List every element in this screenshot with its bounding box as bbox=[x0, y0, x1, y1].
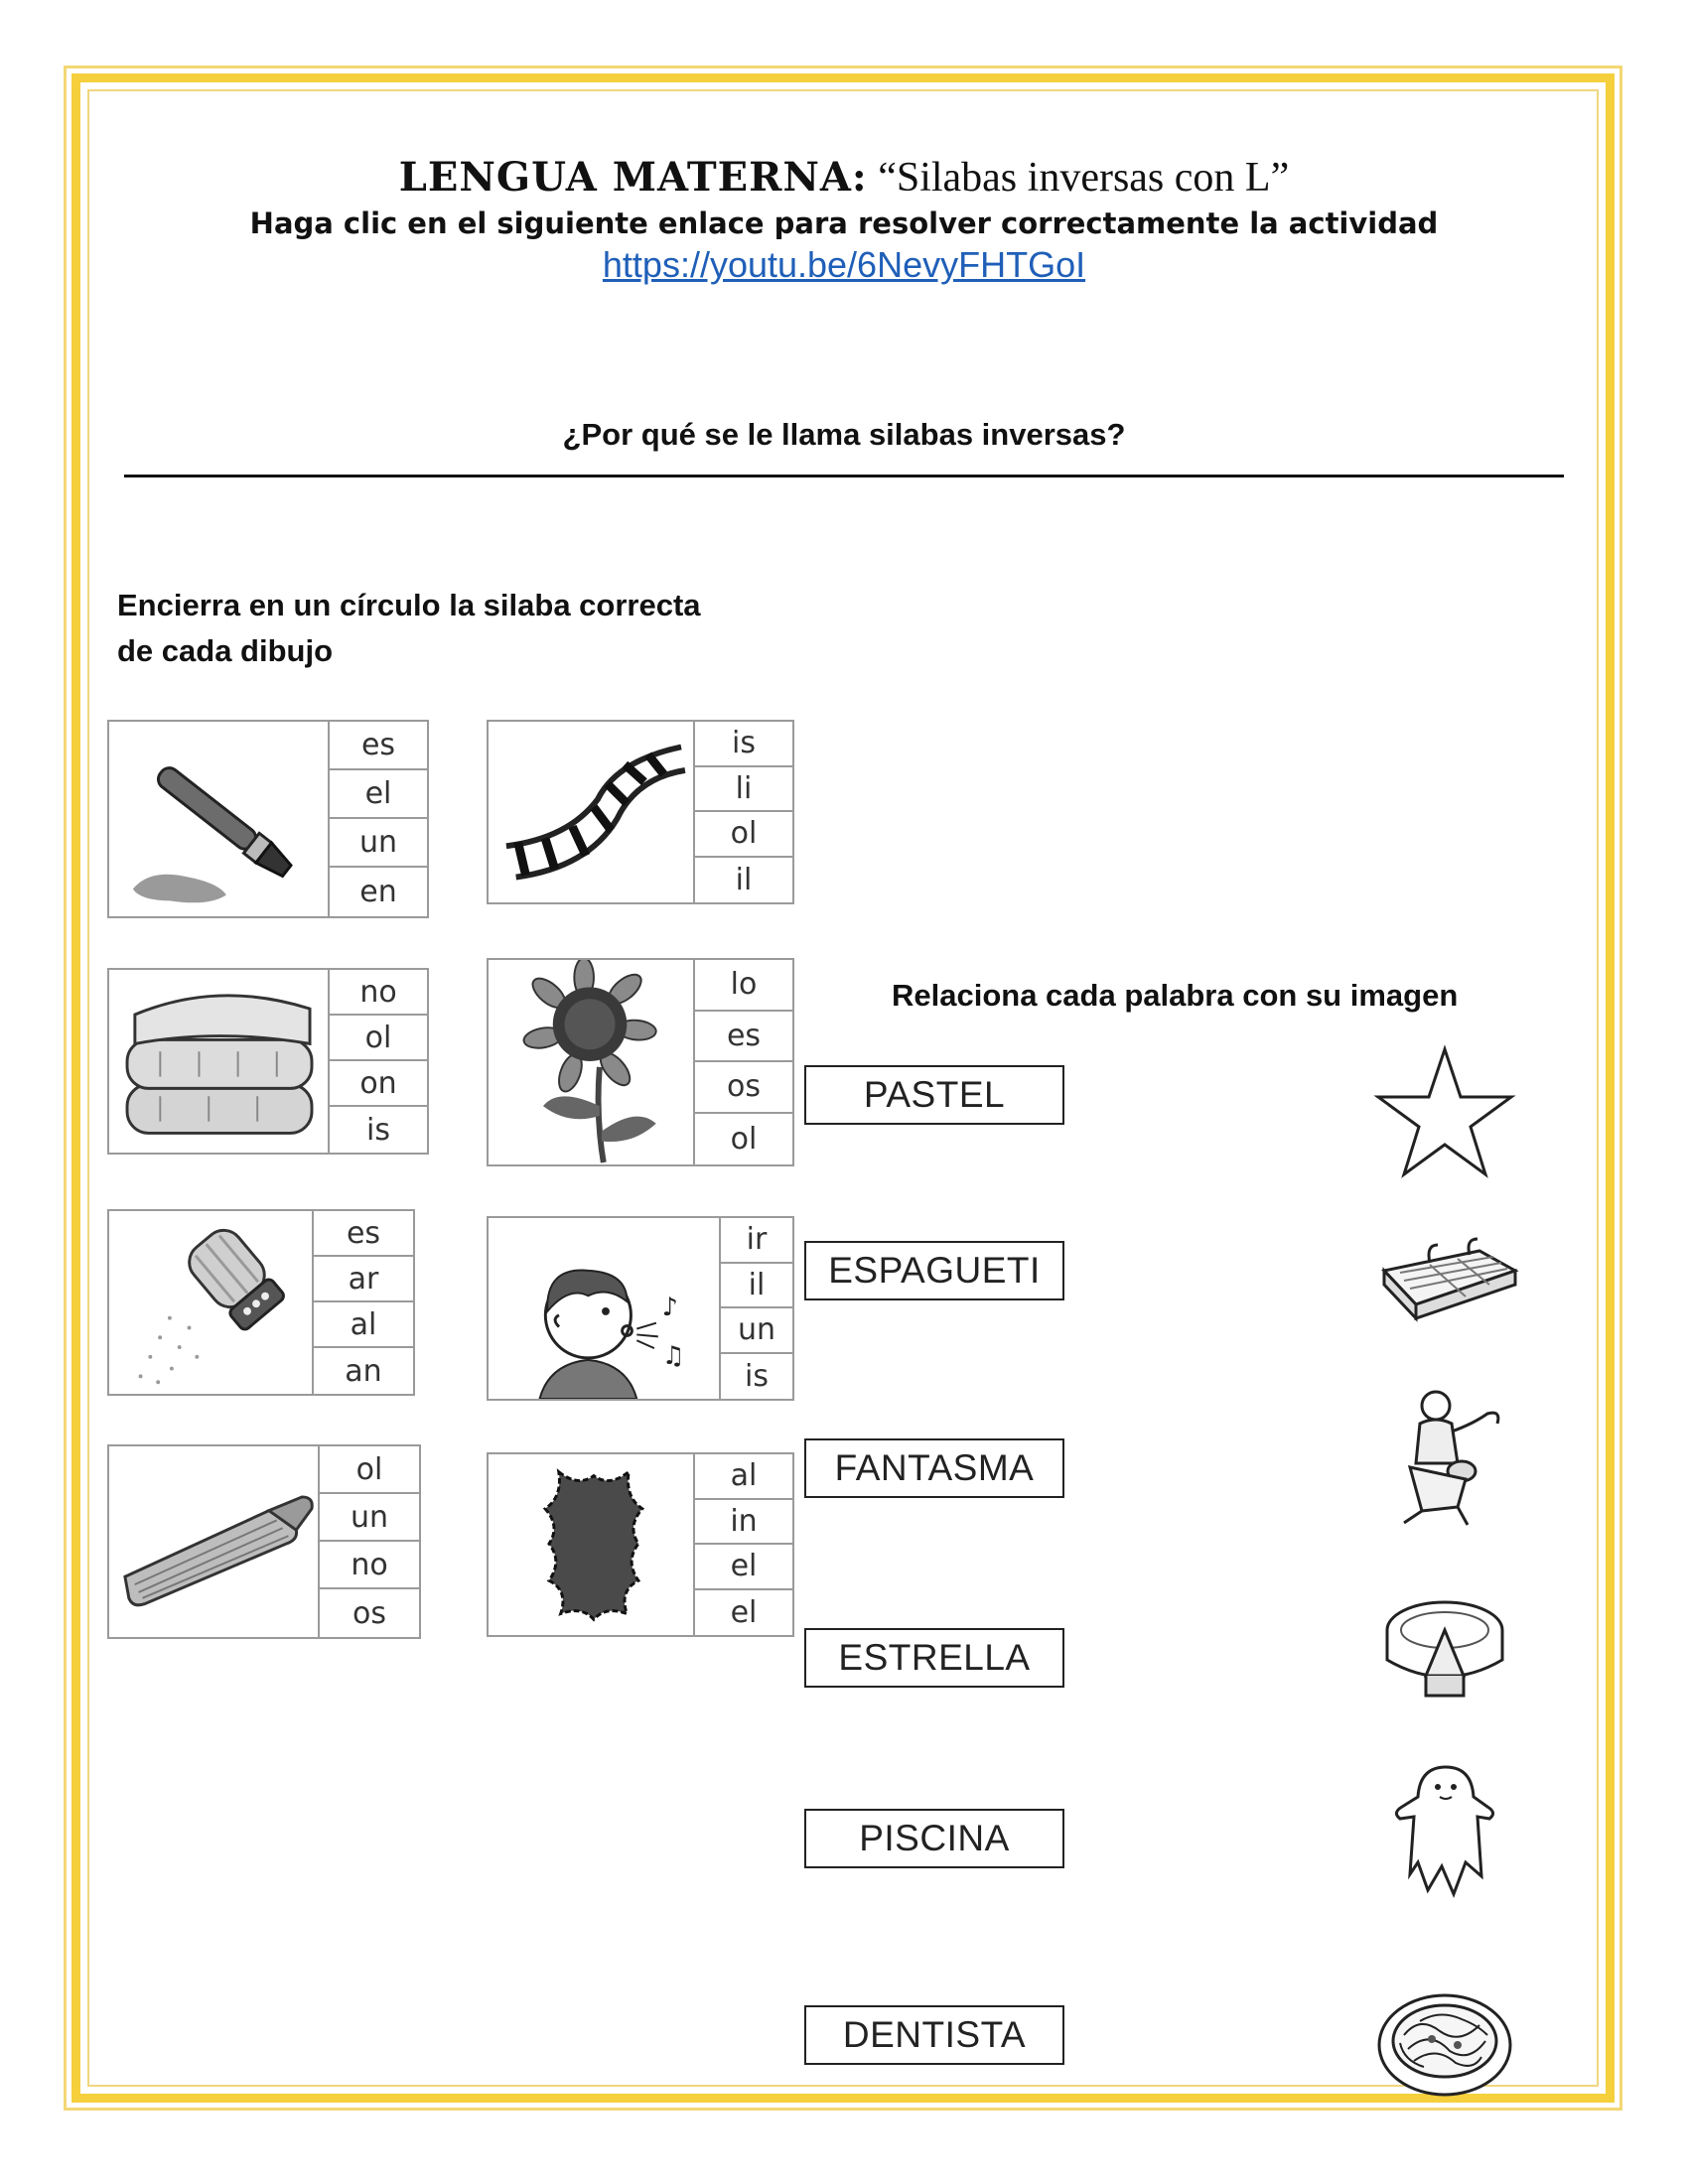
syllable-card bbox=[487, 1452, 794, 1637]
syllable-option[interactable]: il bbox=[721, 1264, 792, 1309]
video-link[interactable]: https://youtu.be/6NevyFHTGoI bbox=[602, 244, 1086, 285]
cake-icon[interactable] bbox=[1370, 1578, 1519, 1727]
syllable-option[interactable]: no bbox=[330, 970, 427, 1016]
syllable-option[interactable]: al bbox=[314, 1302, 413, 1348]
syllable-option[interactable]: on bbox=[330, 1061, 427, 1107]
word-box[interactable]: FANTASMA bbox=[804, 1438, 1064, 1498]
syllable-option[interactable]: un bbox=[330, 819, 427, 868]
word-box[interactable]: PISCINA bbox=[804, 1809, 1064, 1868]
syllable-option[interactable]: no bbox=[320, 1542, 419, 1589]
float-mattress-icon bbox=[109, 1446, 322, 1637]
paintbrush-icon bbox=[109, 722, 332, 916]
syllable-option[interactable]: al bbox=[695, 1454, 792, 1500]
syllable-card bbox=[487, 1216, 794, 1401]
svg-text:♪: ♪ bbox=[661, 1291, 678, 1321]
syllable-card bbox=[107, 1209, 415, 1396]
syllable-card bbox=[107, 968, 429, 1155]
syllable-option[interactable]: li bbox=[695, 767, 792, 813]
word-box[interactable]: DENTISTA bbox=[804, 2005, 1064, 2065]
syllable-options bbox=[693, 722, 792, 902]
syllable-option[interactable]: en bbox=[359, 875, 397, 909]
syllable-option[interactable]: ir bbox=[721, 1218, 792, 1264]
syllable-option[interactable]: es bbox=[330, 722, 427, 770]
syllable-card bbox=[487, 720, 794, 904]
syllable-options bbox=[693, 1454, 792, 1635]
word-box[interactable]: ESPAGUETI bbox=[804, 1241, 1064, 1300]
syllable-option[interactable]: ol bbox=[695, 812, 792, 858]
leather-hide-icon bbox=[489, 1454, 695, 1635]
syllable-option[interactable]: os bbox=[695, 1062, 792, 1114]
syllable-options bbox=[719, 1218, 792, 1399]
syllable-option[interactable]: es bbox=[314, 1211, 413, 1257]
towels-icon bbox=[109, 970, 332, 1153]
sunflower-icon bbox=[489, 960, 695, 1164]
syllable-option[interactable]: an bbox=[345, 1353, 382, 1389]
answer-line[interactable] bbox=[124, 475, 1564, 478]
syllable-card bbox=[107, 1444, 421, 1639]
word-box[interactable]: ESTRELLA bbox=[804, 1628, 1064, 1688]
syllable-option[interactable]: os bbox=[352, 1595, 386, 1631]
boy-whistling-icon bbox=[489, 1218, 721, 1399]
ghost-icon[interactable] bbox=[1370, 1757, 1519, 1906]
syllable-option[interactable]: in bbox=[695, 1500, 792, 1546]
syllable-option[interactable]: ol bbox=[730, 1121, 758, 1157]
page-title bbox=[0, 153, 1688, 202]
title-subject: LENGUA MATERNA: bbox=[398, 154, 868, 201]
syllable-option[interactable]: is bbox=[695, 722, 792, 767]
syllable-options bbox=[693, 960, 792, 1164]
syllable-options bbox=[328, 970, 427, 1153]
exercise1-instruction-line1: Encierra en un círculo la silaba correcta bbox=[117, 588, 701, 622]
star-icon[interactable] bbox=[1370, 1037, 1519, 1186]
title-topic: “Silabas inversas con L” bbox=[867, 155, 1290, 201]
syllable-option[interactable]: ar bbox=[314, 1257, 413, 1302]
question-text: ¿Por qué se le llama silabas inversas? bbox=[562, 417, 1126, 452]
syllable-option[interactable]: es bbox=[695, 1012, 792, 1063]
syllable-options bbox=[312, 1211, 413, 1394]
syllable-option[interactable]: lo bbox=[695, 960, 792, 1012]
syllable-option[interactable]: is bbox=[366, 1112, 390, 1148]
exercise1-instruction-line2: de cada dibujo bbox=[117, 633, 334, 668]
salt-shaker-icon bbox=[109, 1211, 314, 1394]
syllable-option[interactable]: ol bbox=[320, 1446, 419, 1494]
syllable-option[interactable]: ol bbox=[330, 1016, 427, 1061]
syllable-option[interactable]: is bbox=[745, 1358, 769, 1394]
exercise2-instruction: Relaciona cada palabra con su imagen bbox=[892, 978, 1459, 1013]
dentist-icon[interactable] bbox=[1370, 1380, 1519, 1529]
syllable-card bbox=[487, 958, 794, 1166]
syllable-option[interactable]: un bbox=[320, 1494, 419, 1542]
instructions-text: Haga clic en el siguiente enlace para resolver correctamente la actividad bbox=[249, 206, 1439, 240]
syllable-option[interactable]: el bbox=[730, 1594, 758, 1630]
syllable-option[interactable]: il bbox=[735, 862, 753, 897]
railway-track-icon bbox=[489, 722, 695, 902]
syllable-option[interactable]: el bbox=[330, 770, 427, 819]
spaghetti-icon[interactable] bbox=[1370, 1966, 1519, 2115]
pool-icon[interactable] bbox=[1370, 1201, 1519, 1350]
syllable-option[interactable]: el bbox=[695, 1545, 792, 1590]
syllable-options bbox=[328, 722, 427, 916]
syllable-option[interactable]: un bbox=[721, 1308, 792, 1354]
word-box[interactable]: PASTEL bbox=[804, 1065, 1064, 1125]
syllable-options bbox=[318, 1446, 419, 1637]
exercise1-instruction bbox=[117, 583, 701, 674]
syllable-card bbox=[107, 720, 429, 918]
svg-text:♫: ♫ bbox=[661, 1339, 685, 1370]
